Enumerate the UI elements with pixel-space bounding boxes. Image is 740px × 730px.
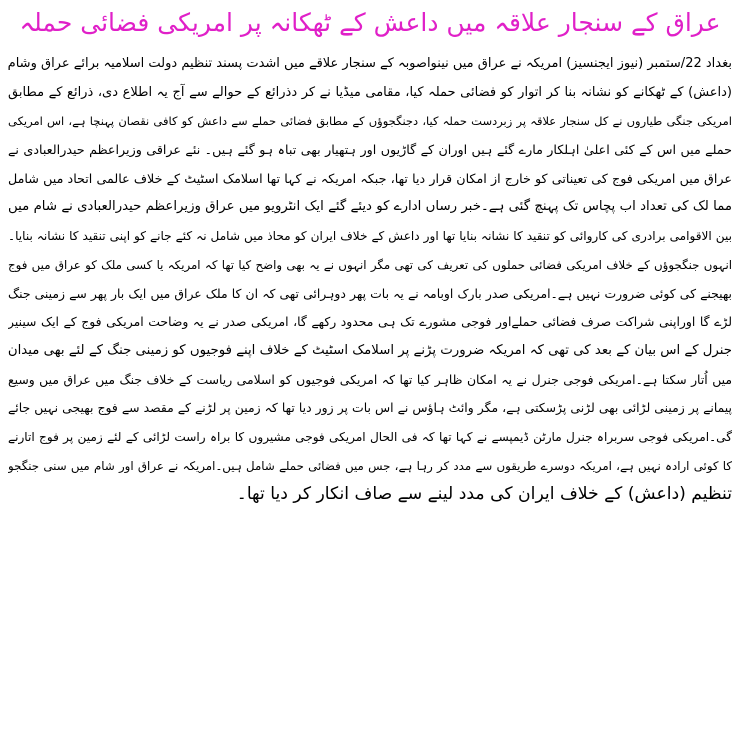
article-line: لڑے گا اوراپنی شراکت صرف فضائی حملےاور فوجی مشورے تک ہی محدود رکھے گا، امریکی صدر نے یہ وضاحت امریکی فوج کے ایک سینیر: [8, 314, 732, 330]
article-line: (داعش) کے ٹھکانے کو نشانہ بنا کر اتوار کو فضائی حملہ کیا، مقامی میڈیا نے کر دذرائع کے حوالے سے آج یہ اطلاع دی، ذرائع کے مطابق: [8, 84, 732, 100]
article-line: مما لک کی تعداد اب پچاس تک پہنچ گئی ہے۔خبر رساں ادارے کو دیئے گئے ایک انٹرویو میں عراق وزیراعظم حیدرالعبادی نے شام میں: [8, 199, 732, 215]
article-line: حملے میں اس کے کئی اعلیٰ اہلکار مارے گئے ہیں اوران کے گاڑیوں اور ہتھیار بھی تباہ ہو گئے ہیں۔ نئے عراقی وزیراعظم حیدرالعبادی نے: [8, 142, 732, 158]
article-line: گی۔امریکی فوجی سربراہ جنرل مارٹن ڈیمپسے نے کہا تھا کہ فی الحال امریکی فوجی مشیروں کا براہ راست لڑائی کے لئے زمین پر فوج اتارنے: [8, 429, 732, 444]
article-line: بین الاقوامی برادری کی کاروائی کو تنقید کا نشانہ بنایا تھا اور داعش کے خلاف ایران کو محاذ میں شامل نہ کئے جانے کو اپنی تنقید کا نشانہ بنایا۔: [8, 229, 732, 244]
article-line: میں اُتار سکتا ہے۔امریکی فوجی جنرل نے یہ امکان ظاہر کیا تھا کہ امریکی فوجیوں کو اسلامی ریاست کے خلاف جنگ میں عراق میں وسیع: [8, 371, 732, 387]
article-line: امریکی جنگی طیاروں نے کل سنجار علاقہ پر زبردست حملہ کیا، دجنگجوؤں کے مطابق فضائی حملے سے داعش کو کافی نقصان پہنچا ہے، اس امریکی: [8, 114, 732, 129]
headline: عراق کے سنجار علاقہ میں داعش کے ٹھکانہ پر امریکی فضائی حملہ: [19, 8, 721, 37]
article-line: بغداد 22/ستمبر (نیوز ایجنسیز) امریکہ نے عراق میں نینواصوبہ کے سنجار علاقے میں اشدت پسند تنظیم دولت اسلامیہ برائے عراق وشام: [8, 56, 732, 71]
article-line: کا کوئی ارادہ نہیں ہے، امریکہ دوسرے طریقوں سے مدد کر رہا ہے، جس میں فضائی حملے شامل ہیں۔امریکہ نے عراق اور شام میں سنی جنگجو: [8, 458, 732, 473]
article-line: پیمانے پر زمینی لڑائی بھی لڑنی پڑسکتی ہے، مگر وائٹ ہاؤس نے اس بات پر زور دیا تھا کہ زمین پر لڑنے کے مقصد سے فوج بھیجی نہیں جائے: [8, 400, 732, 416]
article-line: عراق میں امریکی فوج کی تعیناتی کو خارج از امکان قرار دیا تھا، جبکہ امریکہ نے کہا تھا اسلامک اسٹیٹ کے خلاف عالمی اتحاد میں شامل: [8, 170, 732, 186]
article-body: [8, 50, 732, 509]
article-line: جنرل کے اس بیان کے بعد کی تھی کہ امریکہ ضرورت پڑنے پر اسلامک اسٹیٹ کے خلاف اپنے فوجیوں کو زمینی جنگ کے لئے بھی میدان: [8, 342, 732, 358]
article-line: تنظیم (داعش) کے خلاف ایران کی مدد لینے سے صاف انکار کر دیا تھا۔: [236, 484, 732, 505]
article-line: بھیجنے کی کوئی ضرورت نہیں ہے۔امریکی صدر بارک اوبامہ نے یہ بات پھر دوہرائی تھی کہ ان کا ملک عراق میں ایک بار پھر سے زمینی جنگ: [8, 285, 732, 301]
article-line: انہوں جنگجوؤں کے خلاف امریکی فضائی حملوں کی تعریف کی تھی مگر انہوں نے یہ بھی واضح کیا تھا کہ امریکہ یا کسی ملک کو عراق میں فوج: [8, 257, 732, 272]
